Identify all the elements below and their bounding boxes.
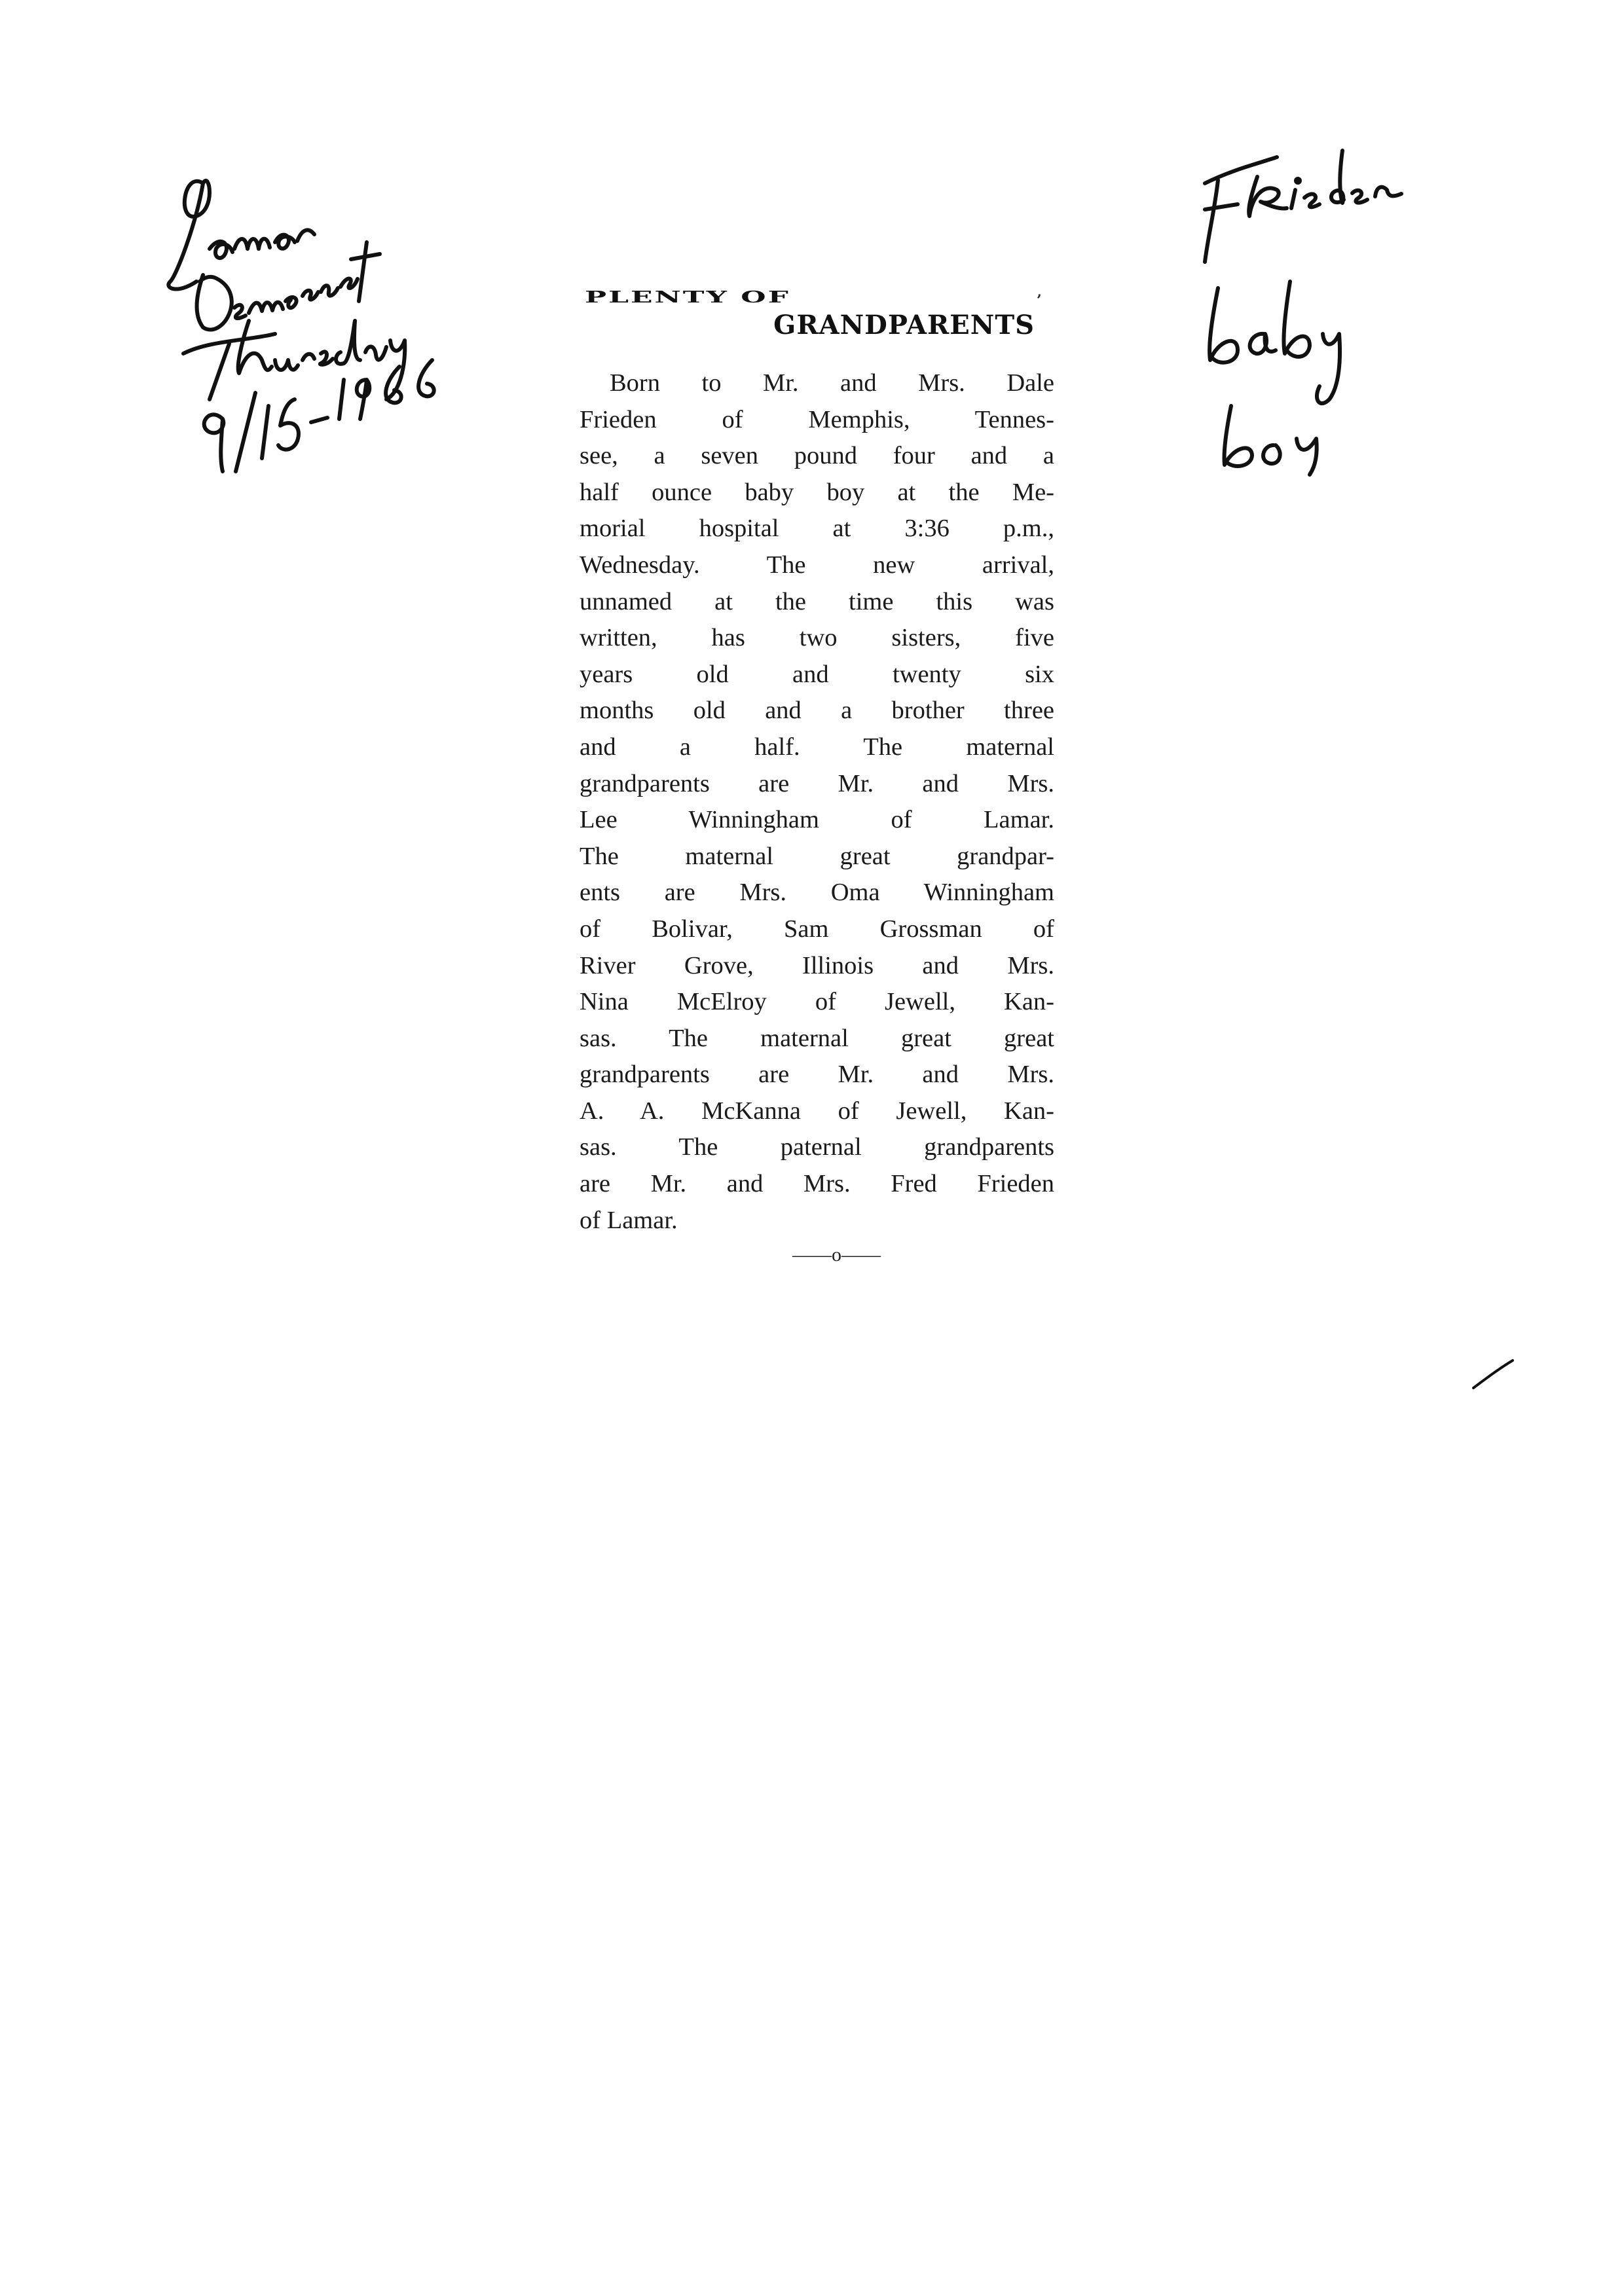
article-body: [580, 365, 1054, 1239]
article-line: Lee Winningham of Lamar.: [580, 806, 1054, 834]
headline-tick-mark: ‚: [1037, 283, 1043, 301]
article-line: sas. The maternal great great: [580, 1024, 1054, 1052]
article-line: River Grove, Illinois and Mrs.: [580, 951, 1054, 979]
article-line: unnamed at the time this was: [580, 587, 1054, 615]
handwritten-note-right: [1179, 124, 1493, 478]
pen-mark-icon: [1467, 1355, 1519, 1394]
headline-line1: PLENTY OF: [585, 287, 790, 306]
article-line: and a half. The maternal: [580, 733, 1054, 761]
article-line: of Bolivar, Sam Grossman of: [580, 915, 1054, 943]
article-line: Wednesday. The new arrival,: [580, 551, 1054, 579]
article-line: months old and a brother three: [580, 697, 1054, 725]
article-line: sas. The paternal grandparents: [580, 1133, 1054, 1161]
newspaper-clipping: [580, 272, 1054, 1266]
article-line: morial hospital at 3:36 p.m.,: [580, 515, 1054, 543]
article-line: A. A. McKanna of Jewell, Kan-: [580, 1097, 1054, 1125]
article-line: grandparents are Mr. and Mrs.: [580, 1061, 1054, 1089]
article-line: written, has two sisters, five: [580, 624, 1054, 652]
article-line: ents are Mrs. Oma Winningham: [580, 879, 1054, 907]
handwritten-note-left: [157, 144, 498, 484]
article-line: The maternal great grandpar-: [580, 842, 1054, 870]
article-line: half ounce baby boy at the Me-: [580, 478, 1054, 506]
article-end-mark: ——o——: [792, 1244, 881, 1266]
article-line: Born to Mr. and Mrs. Dale: [610, 369, 1054, 397]
article-line: Frieden of Memphis, Tennes-: [580, 405, 1054, 433]
article-line: of Lamar.: [580, 1206, 678, 1234]
article-line: Nina McElroy of Jewell, Kan-: [580, 988, 1054, 1016]
article-line: grandparents are Mr. and Mrs.: [580, 769, 1054, 797]
headline-line2-text: GRANDPARENTS: [773, 310, 1035, 340]
article-line: years old and twenty six: [580, 660, 1054, 688]
article-line: see, a seven pound four and a: [580, 442, 1054, 470]
article-line: are Mr. and Mrs. Fred Frieden: [580, 1170, 1054, 1198]
